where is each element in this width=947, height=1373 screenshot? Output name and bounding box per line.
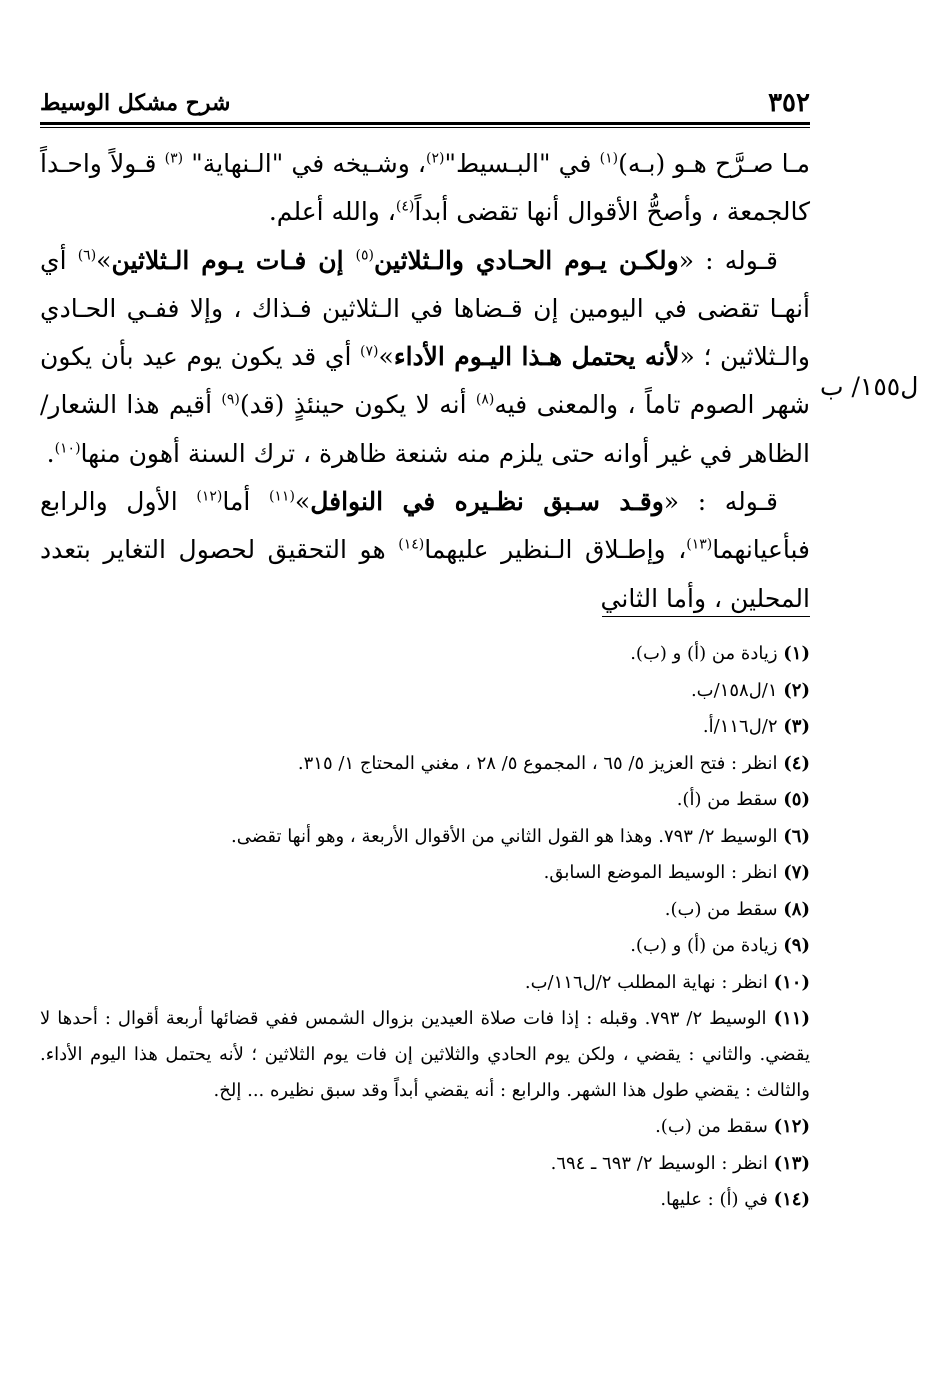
footnote-ref: (٥) [355, 247, 375, 264]
footnote-separator [602, 616, 810, 617]
running-title: شرح مشكل الوسيط [40, 90, 231, 116]
main-text [40, 140, 810, 623]
footnote: (٦) الوسيط ٢/ ٧٩٣. وهذا هو القول الثاني من الأقوال الأربعة ، وهو أنها تقضى. [231, 825, 810, 847]
paragraph-1: مـا صـرَّح هـو (بـه)$^{(١)}$ في "البـسيط"$^{(٢)}$، وشـيخه في "الـنهاية" $^{(٣)}$ قـولاً واحـداً كالجمعة ، وأصحُّ الأقوال أنها تقضى أبداً$^{(٤)}$، والله أعلم. [40, 149, 810, 227]
footnote: (٥) سقط من (أ). [676, 789, 810, 810]
footnote-ref: (١١) [268, 488, 295, 505]
footnote: (١١) الوسيط ٢/ ٧٩٣. وقبله : إذا فات صلاة العيدين بزوال الشمس ففي قضائها أربعة أقوال : أحدها لا يقضي. والثاني : يقضي ، ولكن يوم الحادي والثلاثين إن فات يوم الثلاثين ؛ لأنه يحتمل هذا اليوم الأداء. والثالث : يقضي طول هذا الشهر. والرابع : أنه يقضي أبداً وقد سبق نظيره ... إلخ. [40, 1008, 810, 1101]
footnote-ref: (٣) [164, 150, 184, 167]
footnote-ref: (٩) [221, 392, 240, 409]
paragraph-2: قـوله : «ولكـن يـوم الحـادي والـثلاثين$^{(٥)}$ إن فـات يـوم الـثلاثين»$^{(٦)}$ أي أنهـا تقضى في اليومين إن قـضاها في الـثلاثين فـذاك ، وإلا ففـي الحـادي والـثلاثين ؛ «لأنه يحتمل هـذا اليـوم الأداء»$^{(٧)}$ أي قد يكون يوم عيد بأن يكون شهر الصوم تاماً ، والمعنى فيه$^{(٨)}$ أنه لا يكون حينئذٍ (قد)$^{(٩)}$ أقيم هذا الشعار/ الظاهر في غير أوانه حتى يلزم منه شنعة ظاهرة ، ترك السنة أهون منها$^{(١٠)}$. [40, 245, 810, 468]
footnote-ref: (٨) [475, 392, 495, 409]
quoted-text: إن فـات يـوم الـثلاثين [111, 245, 356, 275]
footnote-ref: (٢) [426, 150, 445, 167]
footnote-ref: (١٠) [54, 440, 81, 457]
footnote-ref: (٤) [395, 198, 415, 215]
footnotes [40, 636, 810, 1219]
page-header [40, 88, 810, 122]
manuscript-folio-marker: ل١٥٥/ ب [820, 372, 919, 401]
footnote: (١٤) في (أ) : عليها. [660, 1189, 810, 1210]
footnote: (٩) زيادة من (أ) و (ب). [630, 935, 810, 956]
footnote: (٣) ٢/ل١١٦/أ. [702, 716, 810, 737]
footnote: (١٠) انظر : نهاية المطلب ٢/ل١١٦/ب. [524, 971, 810, 993]
footnote-ref: (١٤) [398, 537, 425, 554]
footnote: (٤) انظر : فتح العزيز ٥/ ٦٥ ، المجموع ٥/ ٢٨ ، مغني المحتاج ١/ ٣١٥. [297, 752, 810, 774]
footnote: (٧) انظر : الوسيط الموضع السابق. [543, 862, 810, 883]
footnote: (١٢) سقط من (ب). [655, 1116, 810, 1137]
quoted-text: لأنه يحتمل هـذا اليـوم الأداء [393, 342, 680, 372]
footnote-ref: (١) [599, 150, 619, 167]
footnote-ref: (٦) [77, 247, 97, 264]
header-rule-thick [40, 122, 810, 125]
quoted-text: وقـد سـبق نظـيره في النوافل [310, 487, 664, 517]
page-number: ٣٥٢ [768, 88, 810, 118]
footnote-ref: (٧) [360, 343, 379, 360]
paragraph-3: قـوله : «وقـد سـبق نظـيره في النوافل»$^{(١١)}$ أما$^{(١٢)}$ الأول والرابع فبأعيانهما$^{(١٣)}$، وإطـلاق الـنظير عليهما$^{(١٤)}$ هو التحقيق لحصول التغاير بتعدد المحلين ، وأما الثاني [40, 487, 810, 613]
footnote: (٢) ١/ل١٥٨/ب. [690, 679, 810, 701]
footnote-ref: (١٣) [686, 537, 713, 554]
quoted-text: ولكـن يـوم الحـادي والـثلاثين [374, 245, 679, 275]
footnote-ref: (١٢) [196, 488, 223, 505]
footnote: (٨) سقط من (ب). [664, 898, 810, 920]
header-rule-thin [40, 127, 810, 128]
footnote: (١) زيادة من (أ) و (ب). [630, 643, 810, 664]
footnote: (١٣) انظر : الوسيط ٢/ ٦٩٣ ـ ٦٩٤. [550, 1152, 810, 1174]
